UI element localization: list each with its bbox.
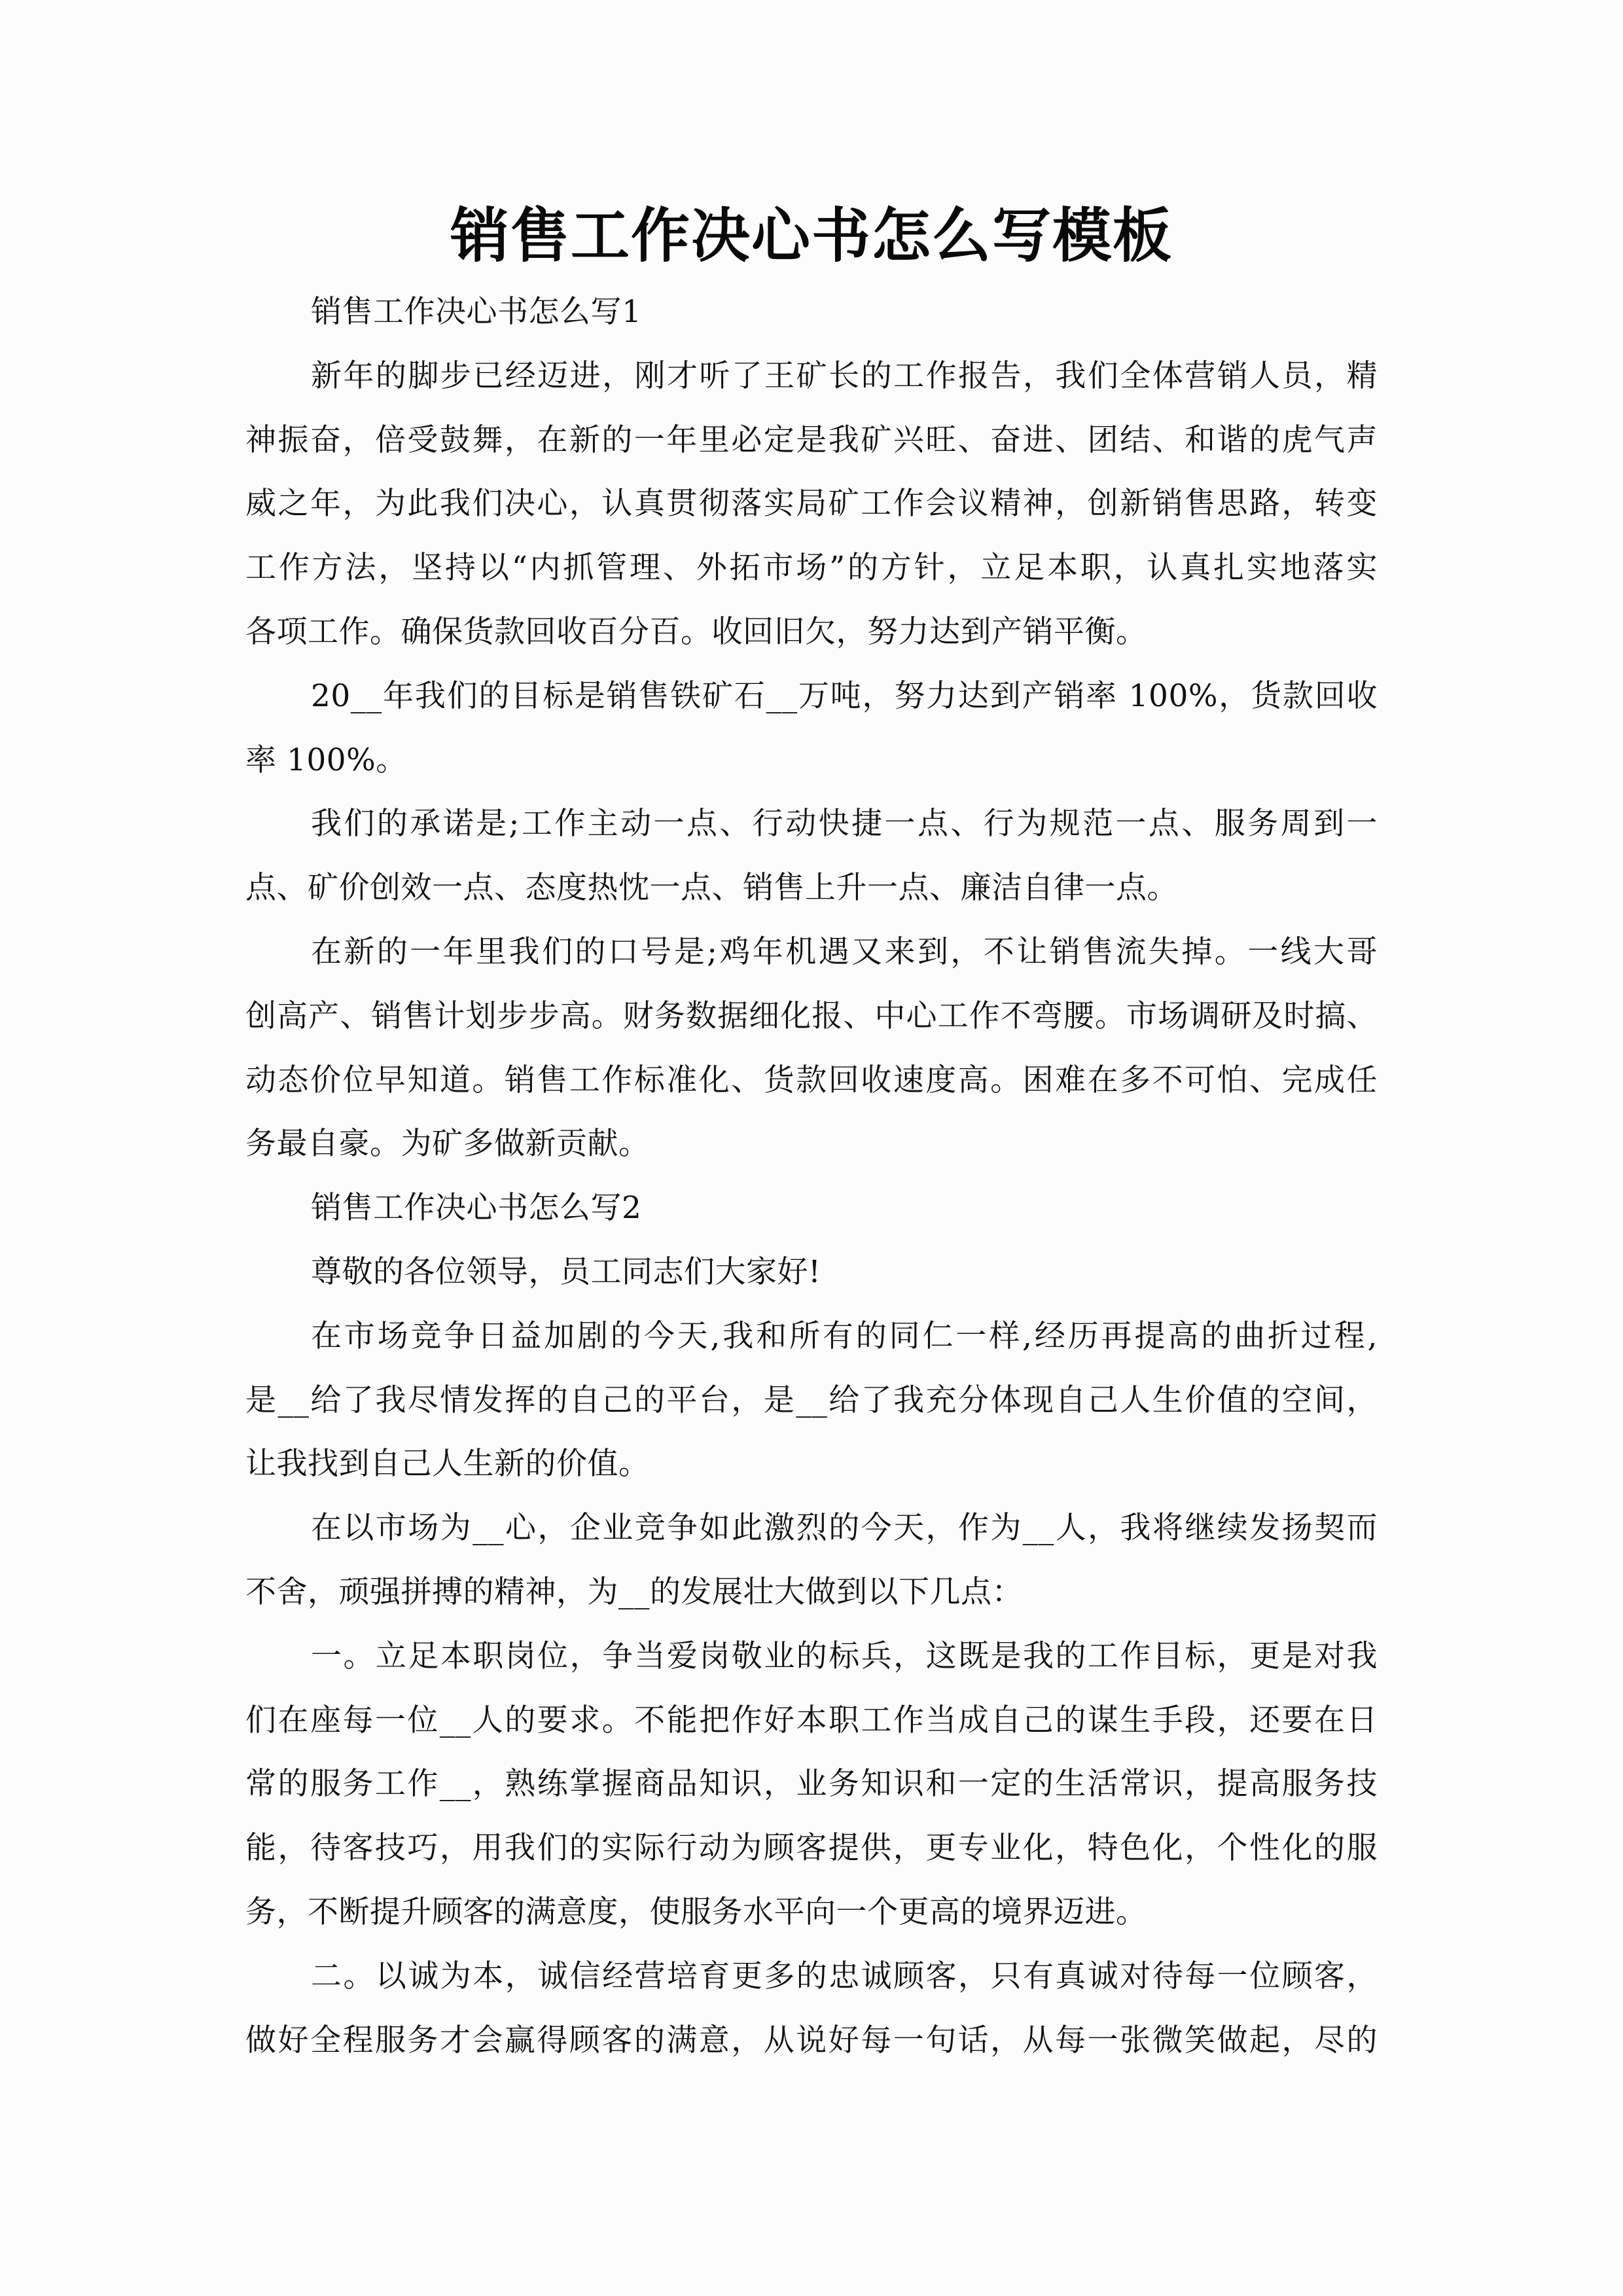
text-line: 二。以诚为本，诚信经营培育更多的忠诚顾客，只有真诚对待每一位顾客，: [311, 1958, 1378, 1994]
text-line: 神振奋，倍受鼓舞，在新的一年里必定是我矿兴旺、奋进、团结、和谐的虎气声: [245, 422, 1378, 458]
text-line: 在以市场为__心，企业竞争如此激烈的今天，作为__人，我将继续发扬契而: [311, 1510, 1378, 1547]
text-line: 在新的一年里我们的口号是;鸡年机遇又来到，不让销售流失掉。一线大哥: [311, 933, 1378, 970]
section-heading-2: 销售工作决心书怎么写2: [311, 1190, 642, 1227]
text-line: 务，不断提升顾客的满意度，使服务水平向一个更高的境界迈进。: [245, 1893, 1147, 1930]
paragraph-market-competition: [245, 1304, 1378, 1496]
section-heading-1: 销售工作决心书怎么写1: [311, 294, 642, 330]
paragraph-market-center: [245, 1496, 1378, 1624]
document-body: [245, 280, 1378, 2072]
text-line: 在市场竞争日益加剧的今天,我和所有的同仁一样,经历再提高的曲折过程,: [311, 1318, 1378, 1354]
paragraph-new-year: [245, 344, 1378, 664]
text-line: 能，待客技巧，用我们的实际行动为顾客提供，更专业化，特色化，个性化的服: [245, 1830, 1378, 1867]
paragraph-commitment: [245, 792, 1378, 920]
text-line: 20__年我们的目标是销售铁矿石__万吨，努力达到产销率 100%，货款回收: [311, 677, 1378, 714]
text-line: 威之年，为此我们决心，认真贯彻落实局矿工作会议精神，创新销售思路，转变: [245, 486, 1378, 522]
paragraph-point-two: [245, 1945, 1378, 2073]
paragraph-slogan: [245, 920, 1378, 1176]
text-line: 率 100%。: [245, 742, 407, 778]
text-line: 工作方法，坚持以“内抓管理、外拓市场”的方针，立足本职，认真扎实地落实: [245, 550, 1378, 586]
text-line: 们在座每一位__人的要求。不能把作好本职工作当成自己的谋生手段，还要在日: [245, 1702, 1378, 1738]
greeting-line: 尊敬的各位领导，员工同志们大家好!: [311, 1253, 821, 1290]
paragraph-point-one: [245, 1624, 1378, 1945]
text-line: 是__给了我尽情发挥的自己的平台，是__给了我充分体现自己人生价值的空间，: [245, 1382, 1378, 1418]
text-line: 我们的承诺是;工作主动一点、行动快捷一点、行为规范一点、服务周到一: [311, 806, 1378, 842]
paragraph-goal: [245, 664, 1378, 793]
text-line: 一。立足本职岗位，争当爱岗敬业的标兵，这既是我的工作目标，更是对我: [311, 1638, 1378, 1674]
text-line: 常的服务工作__，熟练掌握商品知识，业务知识和一定的生活常识，提高服务技: [245, 1766, 1378, 1803]
text-line: 点、矿价创效一点、态度热忱一点、销售上升一点、廉洁自律一点。: [245, 870, 1178, 906]
text-line: 创高产、销售计划步步高。财务数据细化报、中心工作不弯腰。市场调研及时搞、: [245, 997, 1378, 1034]
text-line: 各项工作。确保货款回收百分百。收回旧欠，努力达到产销平衡。: [245, 613, 1147, 650]
text-line: 做好全程服务才会赢得顾客的满意，从说好每一句话，从每一张微笑做起，尽的: [245, 2022, 1378, 2058]
text-line: 让我找到自己人生新的价值。: [245, 1446, 650, 1482]
text-line: 动态价位早知道。销售工作标准化、货款回收速度高。困难在多不可怕、完成任: [245, 1062, 1378, 1098]
document-title: 销售工作决心书怎么写模板: [450, 201, 1173, 270]
text-line: 不舍，顽强拼搏的精神，为__的发展壮大做到以下几点：: [245, 1573, 1023, 1610]
text-line: 务最自豪。为矿多做新贡献。: [245, 1126, 650, 1162]
text-line: 新年的脚步已经迈进，刚才听了王矿长的工作报告，我们全体营销人员，精: [311, 357, 1378, 394]
